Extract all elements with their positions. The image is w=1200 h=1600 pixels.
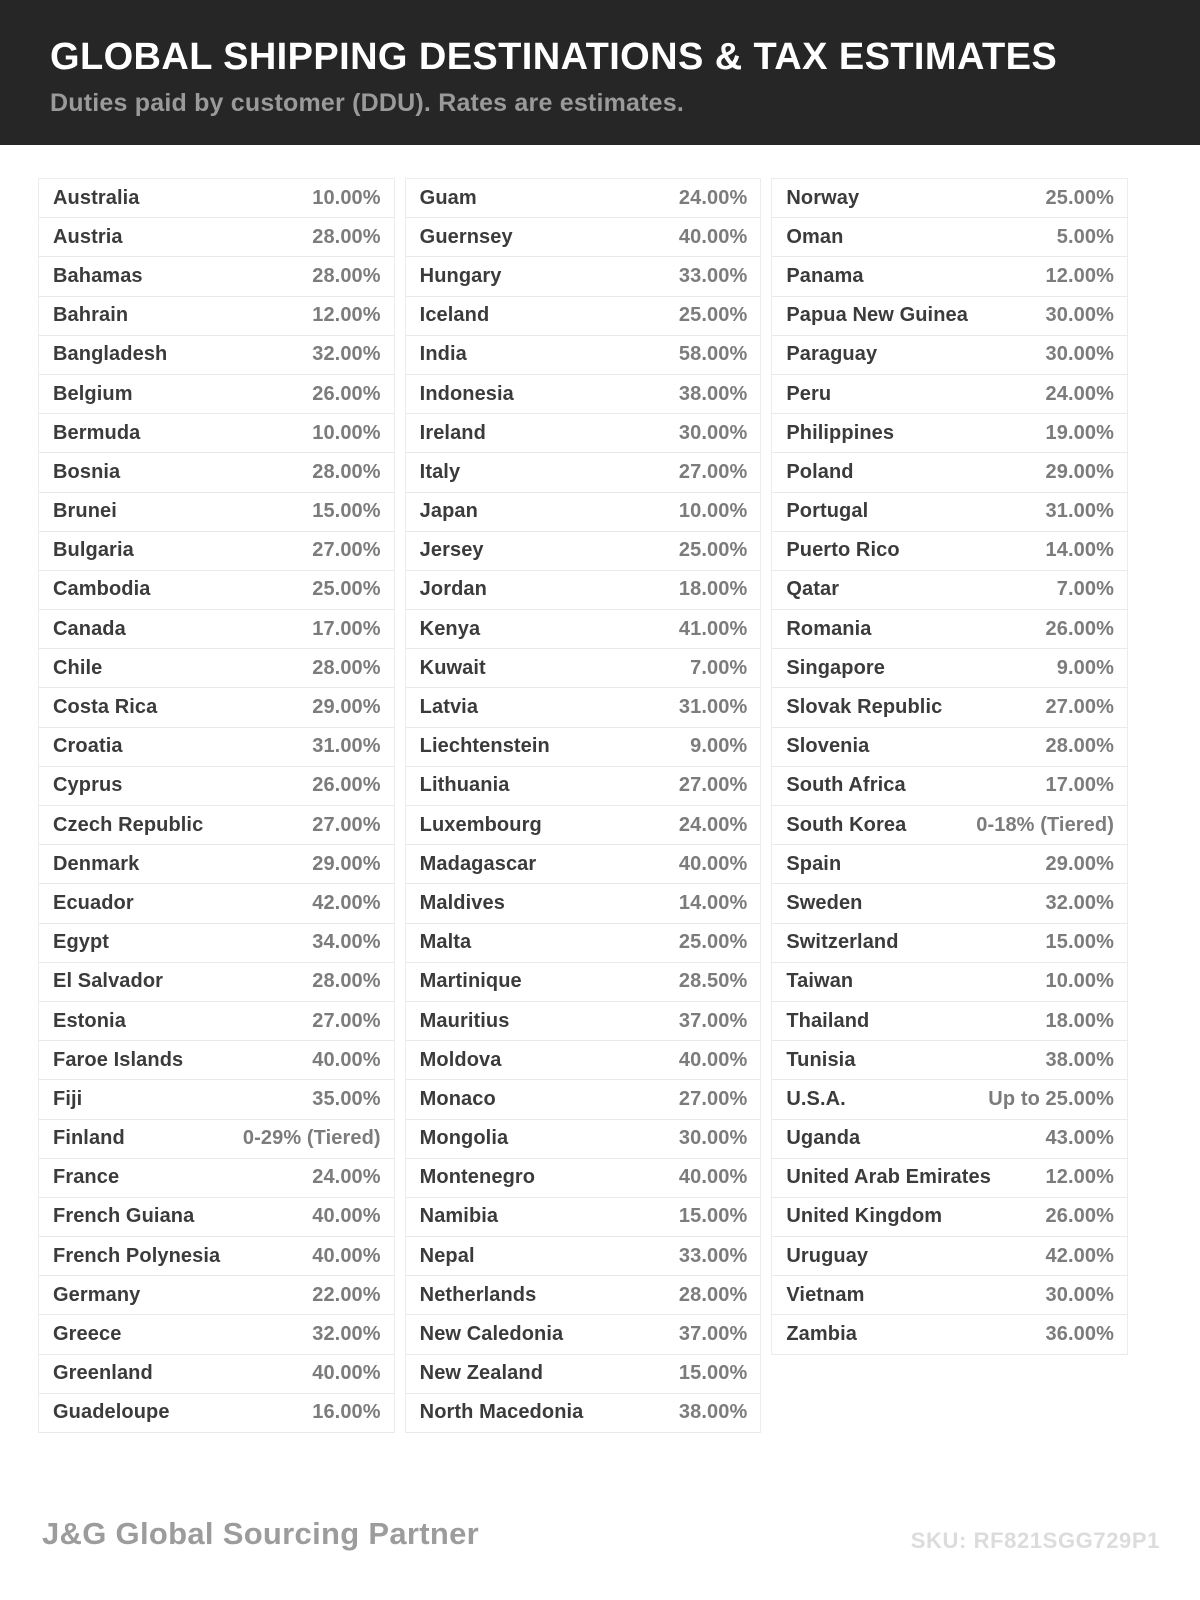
table-row <box>772 884 1127 923</box>
country-name: Bahamas <box>53 264 143 287</box>
country-name: Norway <box>786 186 860 209</box>
country-name: North Macedonia <box>419 1401 584 1424</box>
tax-rate: 10.00% <box>1045 970 1114 993</box>
table-row <box>39 179 394 218</box>
country-name: South Korea <box>786 813 907 836</box>
tax-rate-table <box>0 145 1200 1433</box>
country-name: Tunisia <box>786 1048 856 1071</box>
tax-rate: 24.00% <box>678 813 748 836</box>
tax-rate: 17.00% <box>1045 774 1114 797</box>
tax-table-column-1 <box>38 178 395 1433</box>
country-name: United Kingdom <box>786 1205 943 1228</box>
table-row <box>406 493 761 532</box>
table-row <box>406 845 761 884</box>
country-name: Malta <box>419 931 472 954</box>
table-row <box>39 1237 394 1276</box>
country-name: Fiji <box>53 1087 83 1110</box>
country-name: Peru <box>786 382 832 405</box>
country-name: Greenland <box>53 1362 153 1385</box>
table-row <box>39 1276 394 1315</box>
tax-rate: 26.00% <box>312 382 381 405</box>
tax-rate: 15.00% <box>1045 931 1114 954</box>
tax-rate: 58.00% <box>678 343 748 366</box>
table-row <box>772 688 1127 727</box>
country-name: India <box>419 343 467 366</box>
tax-rate: 29.00% <box>1045 852 1114 875</box>
table-row <box>39 1002 394 1041</box>
country-name: Zambia <box>786 1323 857 1346</box>
tax-rate: 40.00% <box>678 225 748 248</box>
country-name: Guernsey <box>419 225 513 248</box>
tax-rate: 32.00% <box>312 343 381 366</box>
table-row <box>39 688 394 727</box>
page-title: GLOBAL SHIPPING DESTINATIONS & TAX ESTIMATES <box>50 36 1058 78</box>
table-row <box>406 297 761 336</box>
table-row <box>772 1041 1127 1080</box>
table-row <box>39 1120 394 1159</box>
country-name: Germany <box>53 1283 141 1306</box>
tax-rate: 28.50% <box>678 970 748 993</box>
table-row <box>772 1002 1127 1041</box>
country-name: Iceland <box>419 304 490 327</box>
tax-rate: 36.00% <box>1045 1323 1114 1346</box>
tax-rate: 30.00% <box>1045 304 1114 327</box>
table-row <box>406 414 761 453</box>
country-name: French Polynesia <box>53 1244 221 1267</box>
tax-rate: 12.00% <box>1045 1166 1114 1189</box>
page-subtitle: Duties paid by customer (DDU). Rates are estimates. <box>50 88 685 117</box>
table-row <box>406 1355 761 1394</box>
country-name: Bulgaria <box>53 539 134 562</box>
country-name: Brunei <box>53 500 117 523</box>
country-name: Luxembourg <box>419 813 542 836</box>
country-name: Guam <box>419 186 477 209</box>
tax-rate: 25.00% <box>678 304 748 327</box>
country-name: Thailand <box>786 1009 870 1032</box>
tax-rate: 14.00% <box>1045 539 1114 562</box>
table-row <box>406 1120 761 1159</box>
table-row <box>39 1159 394 1198</box>
tax-rate: 28.00% <box>678 1283 748 1306</box>
tax-rate: 25.00% <box>1045 186 1114 209</box>
tax-rate: 38.00% <box>678 382 748 405</box>
tax-rate: 33.00% <box>678 264 748 287</box>
country-name: Kenya <box>419 617 481 640</box>
tax-rate: 41.00% <box>678 617 748 640</box>
tax-rate: 38.00% <box>678 1401 748 1424</box>
country-name: Qatar <box>786 578 840 601</box>
table-row <box>406 610 761 649</box>
tax-rate: 30.00% <box>678 421 748 444</box>
table-row <box>406 924 761 963</box>
country-name: Bermuda <box>53 421 141 444</box>
country-name: Australia <box>53 186 140 209</box>
table-row <box>406 1315 761 1354</box>
table-row <box>772 1276 1127 1315</box>
tax-rate: 38.00% <box>1045 1048 1114 1071</box>
tax-rate: 12.00% <box>1045 264 1114 287</box>
country-name: Denmark <box>53 852 140 875</box>
table-row <box>772 1237 1127 1276</box>
tax-rate: 35.00% <box>312 1087 381 1110</box>
country-name: Bahrain <box>53 304 129 327</box>
tax-rate: 34.00% <box>312 931 381 954</box>
table-row <box>39 845 394 884</box>
country-name: Sweden <box>786 891 863 914</box>
table-row <box>772 610 1127 649</box>
tax-rate: 29.00% <box>1045 460 1114 483</box>
tax-rate: 37.00% <box>678 1323 748 1346</box>
country-name: Maldives <box>419 891 505 914</box>
table-row <box>772 1159 1127 1198</box>
table-row <box>39 924 394 963</box>
table-row <box>406 688 761 727</box>
country-name: Namibia <box>419 1205 499 1228</box>
country-name: Canada <box>53 617 126 640</box>
tax-rate: 16.00% <box>312 1401 381 1424</box>
country-name: Portugal <box>786 500 869 523</box>
table-row <box>406 218 761 257</box>
table-row <box>406 1002 761 1041</box>
table-row <box>772 649 1127 688</box>
country-name: Singapore <box>786 656 886 679</box>
tax-rate: 31.00% <box>1045 500 1114 523</box>
country-name: Italy <box>419 460 461 483</box>
country-name: Vietnam <box>786 1283 865 1306</box>
country-name: Ireland <box>419 421 486 444</box>
country-name: Nepal <box>419 1244 475 1267</box>
tax-rate: 42.00% <box>312 891 381 914</box>
table-row <box>772 218 1127 257</box>
table-row <box>39 610 394 649</box>
tax-rate: Up to 25.00% <box>988 1087 1114 1110</box>
country-name: Egypt <box>53 931 110 954</box>
tax-rate: 19.00% <box>1045 421 1114 444</box>
tax-rate: 42.00% <box>1045 1244 1114 1267</box>
country-name: Japan <box>419 500 478 523</box>
tax-rate: 27.00% <box>678 460 748 483</box>
tax-rate: 10.00% <box>678 500 748 523</box>
table-row <box>406 1041 761 1080</box>
tax-rate: 24.00% <box>678 186 748 209</box>
table-row <box>772 845 1127 884</box>
table-row <box>406 767 761 806</box>
table-row <box>406 1159 761 1198</box>
table-row <box>39 1315 394 1354</box>
table-row <box>772 179 1127 218</box>
table-row <box>772 493 1127 532</box>
tax-rate: 7.00% <box>1056 578 1114 601</box>
table-row <box>39 728 394 767</box>
country-name: Monaco <box>419 1087 496 1110</box>
table-row <box>406 1276 761 1315</box>
tax-rate: 25.00% <box>678 931 748 954</box>
country-name: South Africa <box>786 774 906 797</box>
country-name: El Salvador <box>53 970 164 993</box>
table-row <box>772 297 1127 336</box>
table-row <box>406 375 761 414</box>
table-row <box>39 257 394 296</box>
tax-rate: 27.00% <box>678 1087 748 1110</box>
table-row <box>39 1394 394 1433</box>
tax-rate: 29.00% <box>312 852 381 875</box>
tax-rate: 24.00% <box>312 1166 381 1189</box>
country-name: Puerto Rico <box>786 539 900 562</box>
table-row <box>772 963 1127 1002</box>
table-row <box>772 532 1127 571</box>
table-row <box>772 1198 1127 1237</box>
country-name: Montenegro <box>419 1166 536 1189</box>
tax-rate: 15.00% <box>312 500 381 523</box>
table-row <box>39 767 394 806</box>
tax-rate: 12.00% <box>312 304 381 327</box>
country-name: Martinique <box>419 970 522 993</box>
country-name: Guadeloupe <box>53 1401 170 1424</box>
tax-rate: 18.00% <box>678 578 748 601</box>
table-row <box>406 884 761 923</box>
country-name: Jordan <box>419 578 487 601</box>
table-row <box>39 571 394 610</box>
country-name: Taiwan <box>786 970 854 993</box>
tax-rate: 5.00% <box>1056 225 1114 248</box>
tax-rate: 0-29% (Tiered) <box>242 1127 381 1150</box>
table-row <box>39 375 394 414</box>
country-name: Spain <box>786 852 842 875</box>
table-row <box>772 571 1127 610</box>
table-row <box>39 963 394 1002</box>
table-row <box>772 924 1127 963</box>
country-name: Estonia <box>53 1009 126 1032</box>
tax-rate: 32.00% <box>1045 891 1114 914</box>
country-name: Ecuador <box>53 891 134 914</box>
table-row <box>406 728 761 767</box>
country-name: Uruguay <box>786 1244 869 1267</box>
table-row <box>406 179 761 218</box>
country-name: Cyprus <box>53 774 123 797</box>
country-name: Lithuania <box>419 774 510 797</box>
table-row <box>406 1080 761 1119</box>
country-name: New Caledonia <box>419 1323 564 1346</box>
country-name: Finland <box>53 1127 125 1150</box>
table-row <box>406 963 761 1002</box>
tax-table-column-2 <box>405 178 762 1433</box>
tax-rate: 28.00% <box>312 656 381 679</box>
country-name: Moldova <box>419 1048 502 1071</box>
country-name: Jersey <box>419 539 484 562</box>
tax-rate: 9.00% <box>690 735 748 758</box>
country-name: Panama <box>786 264 864 287</box>
tax-rate: 27.00% <box>678 774 748 797</box>
country-name: Netherlands <box>419 1283 537 1306</box>
tax-rate: 15.00% <box>678 1205 748 1228</box>
tax-rate: 10.00% <box>312 421 381 444</box>
table-row <box>406 1394 761 1433</box>
tax-rate: 40.00% <box>678 1166 748 1189</box>
country-name: Faroe Islands <box>53 1048 184 1071</box>
country-name: Oman <box>786 225 844 248</box>
brand-name: J&G Global Sourcing Partner <box>42 1516 480 1551</box>
tax-rate: 27.00% <box>312 1009 381 1032</box>
country-name: Papua New Guinea <box>786 304 968 327</box>
tax-rate: 28.00% <box>312 225 381 248</box>
country-name: Latvia <box>419 696 479 719</box>
tax-rate: 32.00% <box>312 1323 381 1346</box>
country-name: Liechtenstein <box>419 735 550 758</box>
tax-rate: 30.00% <box>678 1127 748 1150</box>
country-name: Croatia <box>53 735 123 758</box>
tax-rate: 25.00% <box>312 578 381 601</box>
tax-rate: 40.00% <box>312 1362 381 1385</box>
table-row <box>406 1198 761 1237</box>
country-name: Switzerland <box>786 931 899 954</box>
country-name: Greece <box>53 1323 122 1346</box>
tax-rate: 30.00% <box>1045 1283 1114 1306</box>
table-row <box>772 806 1127 845</box>
tax-rate: 40.00% <box>678 1048 748 1071</box>
table-row <box>772 453 1127 492</box>
table-row <box>772 257 1127 296</box>
tax-rate: 31.00% <box>678 696 748 719</box>
country-name: Cambodia <box>53 578 151 601</box>
table-row <box>772 1315 1127 1354</box>
tax-rate: 40.00% <box>678 852 748 875</box>
table-row <box>772 336 1127 375</box>
tax-rate: 43.00% <box>1045 1127 1114 1150</box>
tax-rate: 28.00% <box>1045 735 1114 758</box>
table-row <box>39 414 394 453</box>
country-name: Czech Republic <box>53 813 204 836</box>
table-row <box>39 1355 394 1394</box>
country-name: Slovak Republic <box>786 696 943 719</box>
tax-table-column-3 <box>771 178 1128 1355</box>
country-name: Philippines <box>786 421 895 444</box>
table-row <box>406 336 761 375</box>
table-row <box>39 884 394 923</box>
country-name: Belgium <box>53 382 133 405</box>
table-row <box>406 453 761 492</box>
table-row <box>39 806 394 845</box>
table-row <box>39 1041 394 1080</box>
tax-rate: 26.00% <box>312 774 381 797</box>
tax-rate: 27.00% <box>312 813 381 836</box>
table-row <box>406 806 761 845</box>
country-name: Indonesia <box>419 382 514 405</box>
tax-rate: 28.00% <box>312 970 381 993</box>
country-name: Kuwait <box>419 656 486 679</box>
tax-rate: 40.00% <box>312 1244 381 1267</box>
country-name: French Guiana <box>53 1205 195 1228</box>
tax-rate: 15.00% <box>678 1362 748 1385</box>
table-row <box>772 1120 1127 1159</box>
tax-rate: 33.00% <box>678 1244 748 1267</box>
table-row <box>39 336 394 375</box>
country-name: Austria <box>53 225 123 248</box>
tax-rate: 28.00% <box>312 264 381 287</box>
country-name: United Arab Emirates <box>786 1166 991 1189</box>
tax-rate: 17.00% <box>312 617 381 640</box>
table-row <box>39 453 394 492</box>
tax-rate: 37.00% <box>678 1009 748 1032</box>
tax-rate: 31.00% <box>312 735 381 758</box>
country-name: Poland <box>786 460 854 483</box>
table-row <box>772 728 1127 767</box>
tax-rate: 40.00% <box>312 1048 381 1071</box>
country-name: Mongolia <box>419 1127 509 1150</box>
table-row <box>406 649 761 688</box>
country-name: Slovenia <box>786 735 870 758</box>
tax-rate: 26.00% <box>1045 617 1114 640</box>
tax-rate: 24.00% <box>1045 382 1114 405</box>
country-name: Chile <box>53 656 103 679</box>
country-name: Uganda <box>786 1127 861 1150</box>
table-row <box>772 375 1127 414</box>
tax-rate: 9.00% <box>1056 656 1114 679</box>
table-row <box>406 257 761 296</box>
table-row <box>39 649 394 688</box>
table-row <box>406 532 761 571</box>
tax-rate: 10.00% <box>312 186 381 209</box>
tax-rate: 25.00% <box>678 539 748 562</box>
table-row <box>406 571 761 610</box>
sku-label: SKU: RF821SGG729P1 <box>910 1528 1160 1553</box>
country-name: Bosnia <box>53 460 121 483</box>
country-name: Paraguay <box>786 343 878 366</box>
table-row <box>772 1080 1127 1119</box>
country-name: Madagascar <box>419 852 537 875</box>
tax-rate: 18.00% <box>1045 1009 1114 1032</box>
country-name: Costa Rica <box>53 696 158 719</box>
table-row <box>406 1237 761 1276</box>
country-name: Bangladesh <box>53 343 168 366</box>
country-name: U.S.A. <box>786 1087 846 1110</box>
country-name: Mauritius <box>419 1009 510 1032</box>
table-row <box>39 218 394 257</box>
country-name: France <box>53 1166 120 1189</box>
tax-rate: 14.00% <box>678 891 748 914</box>
tax-rate: 0-18% (Tiered) <box>976 813 1114 836</box>
tax-rate: 30.00% <box>1045 343 1114 366</box>
tax-rate: 26.00% <box>1045 1205 1114 1228</box>
page-header <box>0 0 1200 145</box>
tax-rate: 28.00% <box>312 460 381 483</box>
tax-rate: 27.00% <box>1045 696 1114 719</box>
tax-rate: 27.00% <box>312 539 381 562</box>
country-name: Romania <box>786 617 872 640</box>
table-row <box>772 767 1127 806</box>
country-name: New Zealand <box>419 1362 544 1385</box>
tax-rate: 40.00% <box>312 1205 381 1228</box>
tax-rate: 29.00% <box>312 696 381 719</box>
tax-rate: 22.00% <box>312 1283 381 1306</box>
table-row <box>39 1080 394 1119</box>
table-row <box>39 297 394 336</box>
table-row <box>39 532 394 571</box>
table-row <box>39 493 394 532</box>
table-row <box>39 1198 394 1237</box>
country-name: Hungary <box>419 264 502 287</box>
table-row <box>772 414 1127 453</box>
tax-rate: 7.00% <box>690 656 748 679</box>
